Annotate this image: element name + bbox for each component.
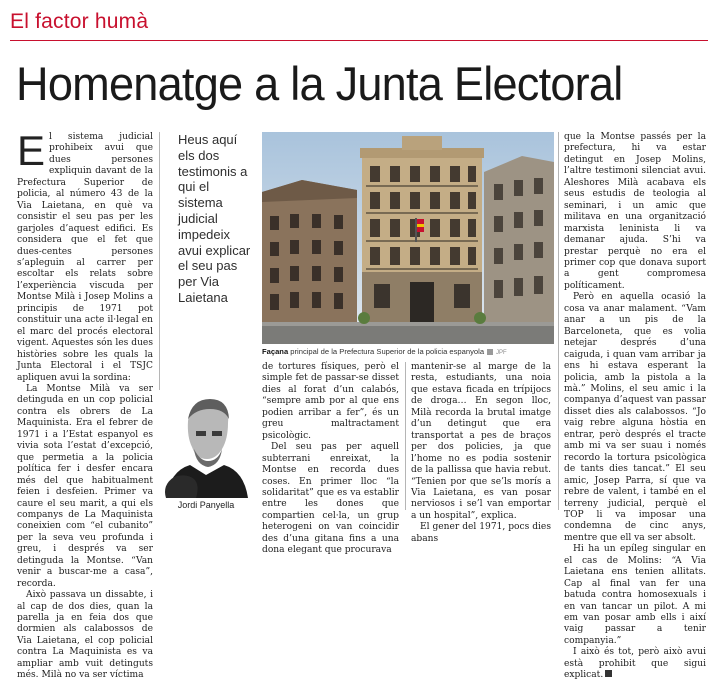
article-paragraph: Això passava un dissabte, i al cap de dos dies, quan la parella ja en feia dos que dormien als calabossos de Via Laietana, el cop policial contra La Maquinista es va ampliar amb vuit detinguts més. Milà no va ser víctima	[17, 590, 153, 681]
author-portrait-illustration	[160, 393, 252, 498]
article-column-2	[262, 362, 399, 556]
article-column-1	[17, 127, 153, 681]
article-paragraph: de tortures físiques, però el simple fet de passar-se disset dies al forat d’un calabós, “sempre amb por al que ens podien arribar a fer”, és un greu maltractament psicològic.	[262, 362, 399, 441]
pull-quote: Heus aquí els dos testimonis a qui el sistema judicial impedeix avui explicar el seu pas per Via Laietana	[178, 132, 251, 305]
article-paragraph: mantenir-se al marge de la resta, estudiants, una noia que estava ficada en trípijocs de droga… En segon lloc, Milà recorda la brutal imatge d’un detingut que era transportat a pes de braços per dos policies, ja que l’home no es podia sostenir de la pallissa que havia rebut. “Tenien por que se’ls morís a Via Laietana, es van posar nerviosos i se’l van emportar a un hospital”, explica.	[411, 362, 551, 521]
article-paragraph: El sistema judicial prohibeix avui que dues persones expliquin davant de la Prefectura Superior de policia, al número 43 de la Via Laietana, en què va consistir el seu pas per les garjoles d’aquest edifici. Es considera que el fet que dues-centes persones s’apleguin al carrer per escoltar els relats sobre l’experiència viscuda per Montse Milà i Josep Molins a principis de 1971 pot constituir una acte il·legal en el marc del procés electoral vigent. Aquestes són les dues històries sobre les quals la Junta Electoral i el TSJC apliquen avui la sordina:	[17, 127, 153, 383]
article-paragraph: Però en aquella ocasió la cosa va anar malament. “Vam anar a un pis de la Barceloneta, que es volia netejar després d’una caiguda, i quan vam arribar ja ens hi estava esperant la policia, amb la pistola a la mà.” Molins, el seu amic i la companya d’aquest van passar disset dies als calabossos. “Jo vaig rebre alguna hòstia en entrar, però després el tracte amb mi va ser suau i només recordo la tortura psicològica de tants dies tancat.” El seu amic, Josep Parra, sí que va rebre de valent, i també en el terreny judicial, perquè el TOP li va imposar una condemna de cinc anys, mentre que ell va ser absolt.	[564, 292, 706, 543]
author-portrait	[160, 393, 252, 498]
column-divider	[159, 132, 160, 390]
caption-lead: Façana	[262, 347, 289, 356]
column-divider	[405, 362, 406, 510]
caption-square-icon	[487, 349, 493, 355]
article-column-4	[564, 132, 706, 681]
headline: Homenatge a la Junta Electoral	[16, 57, 623, 110]
photo-credit: JPF	[496, 350, 507, 356]
caption-text: principal de la Prefectura Superior de la policia espanyola	[288, 347, 485, 356]
article-paragraph: Del seu pas per aquell subterrani enreixat, la Montse en recorda dues coses. En primer lloc “la solidaritat” que es va establir entre les dones que compartien cel·la, un grup heterogeni on van coincidir des d’una gitana fins a una dona elegant que procurava	[262, 442, 399, 556]
building-facade-photo	[262, 132, 554, 344]
author-name: Jordi Panyella	[177, 500, 235, 510]
column-divider	[558, 132, 559, 510]
article-paragraph: La Montse Milà va ser detinguda en un cop policial contra els obrers de La Maquinista. Era el febrer de 1971 i a l’Estat espanyol es vivia sota l’estat d’excepció, que permetia a la policia política fer i desfer encara més del que habitualment feien i desfeien. Primer va caure el seu marit, a qui els companys de La Maquinista coneixien com “el cubanito” per la seva veu profunda i greu, i després va ser detinguda la Montse. “Van venir a buscar-me a casa”, recorda.	[17, 383, 153, 589]
section-label: El factor humà	[10, 10, 149, 33]
drop-cap: E	[17, 127, 46, 174]
article-column-3	[411, 362, 551, 544]
article-paragraph: que la Montse passés per la prefectura, hi va estar detingut en Josep Molins, l’altre testimoni silenciat avui. Aleshores Milà acabava els seus estudis de teologia al seminari, i un amic que militava en una organització marxista leninista li va demanar ajuda. S’hi va prestar perquè no era el primer cop que donava suport a gent compromesa políticament.	[564, 132, 706, 291]
end-mark-icon	[605, 670, 612, 677]
photo-caption	[262, 347, 554, 356]
article-paragraph: I això és tot, però això avui està prohibit que sigui explicat.	[564, 647, 706, 681]
section-rule	[10, 40, 708, 41]
building-facade-illustration	[262, 132, 554, 344]
article-paragraph: El gener del 1971, pocs dies abans	[411, 522, 551, 544]
article-paragraph: Hi ha un epíleg singular en el cas de Molins: “A Via Laietana ens tenien allitats. Cap al final van fer una batuda contra homosexuals i en van tancar un pilot. A mi em van posar amb ells i així vaig passar a tenir companyia.”	[564, 544, 706, 646]
